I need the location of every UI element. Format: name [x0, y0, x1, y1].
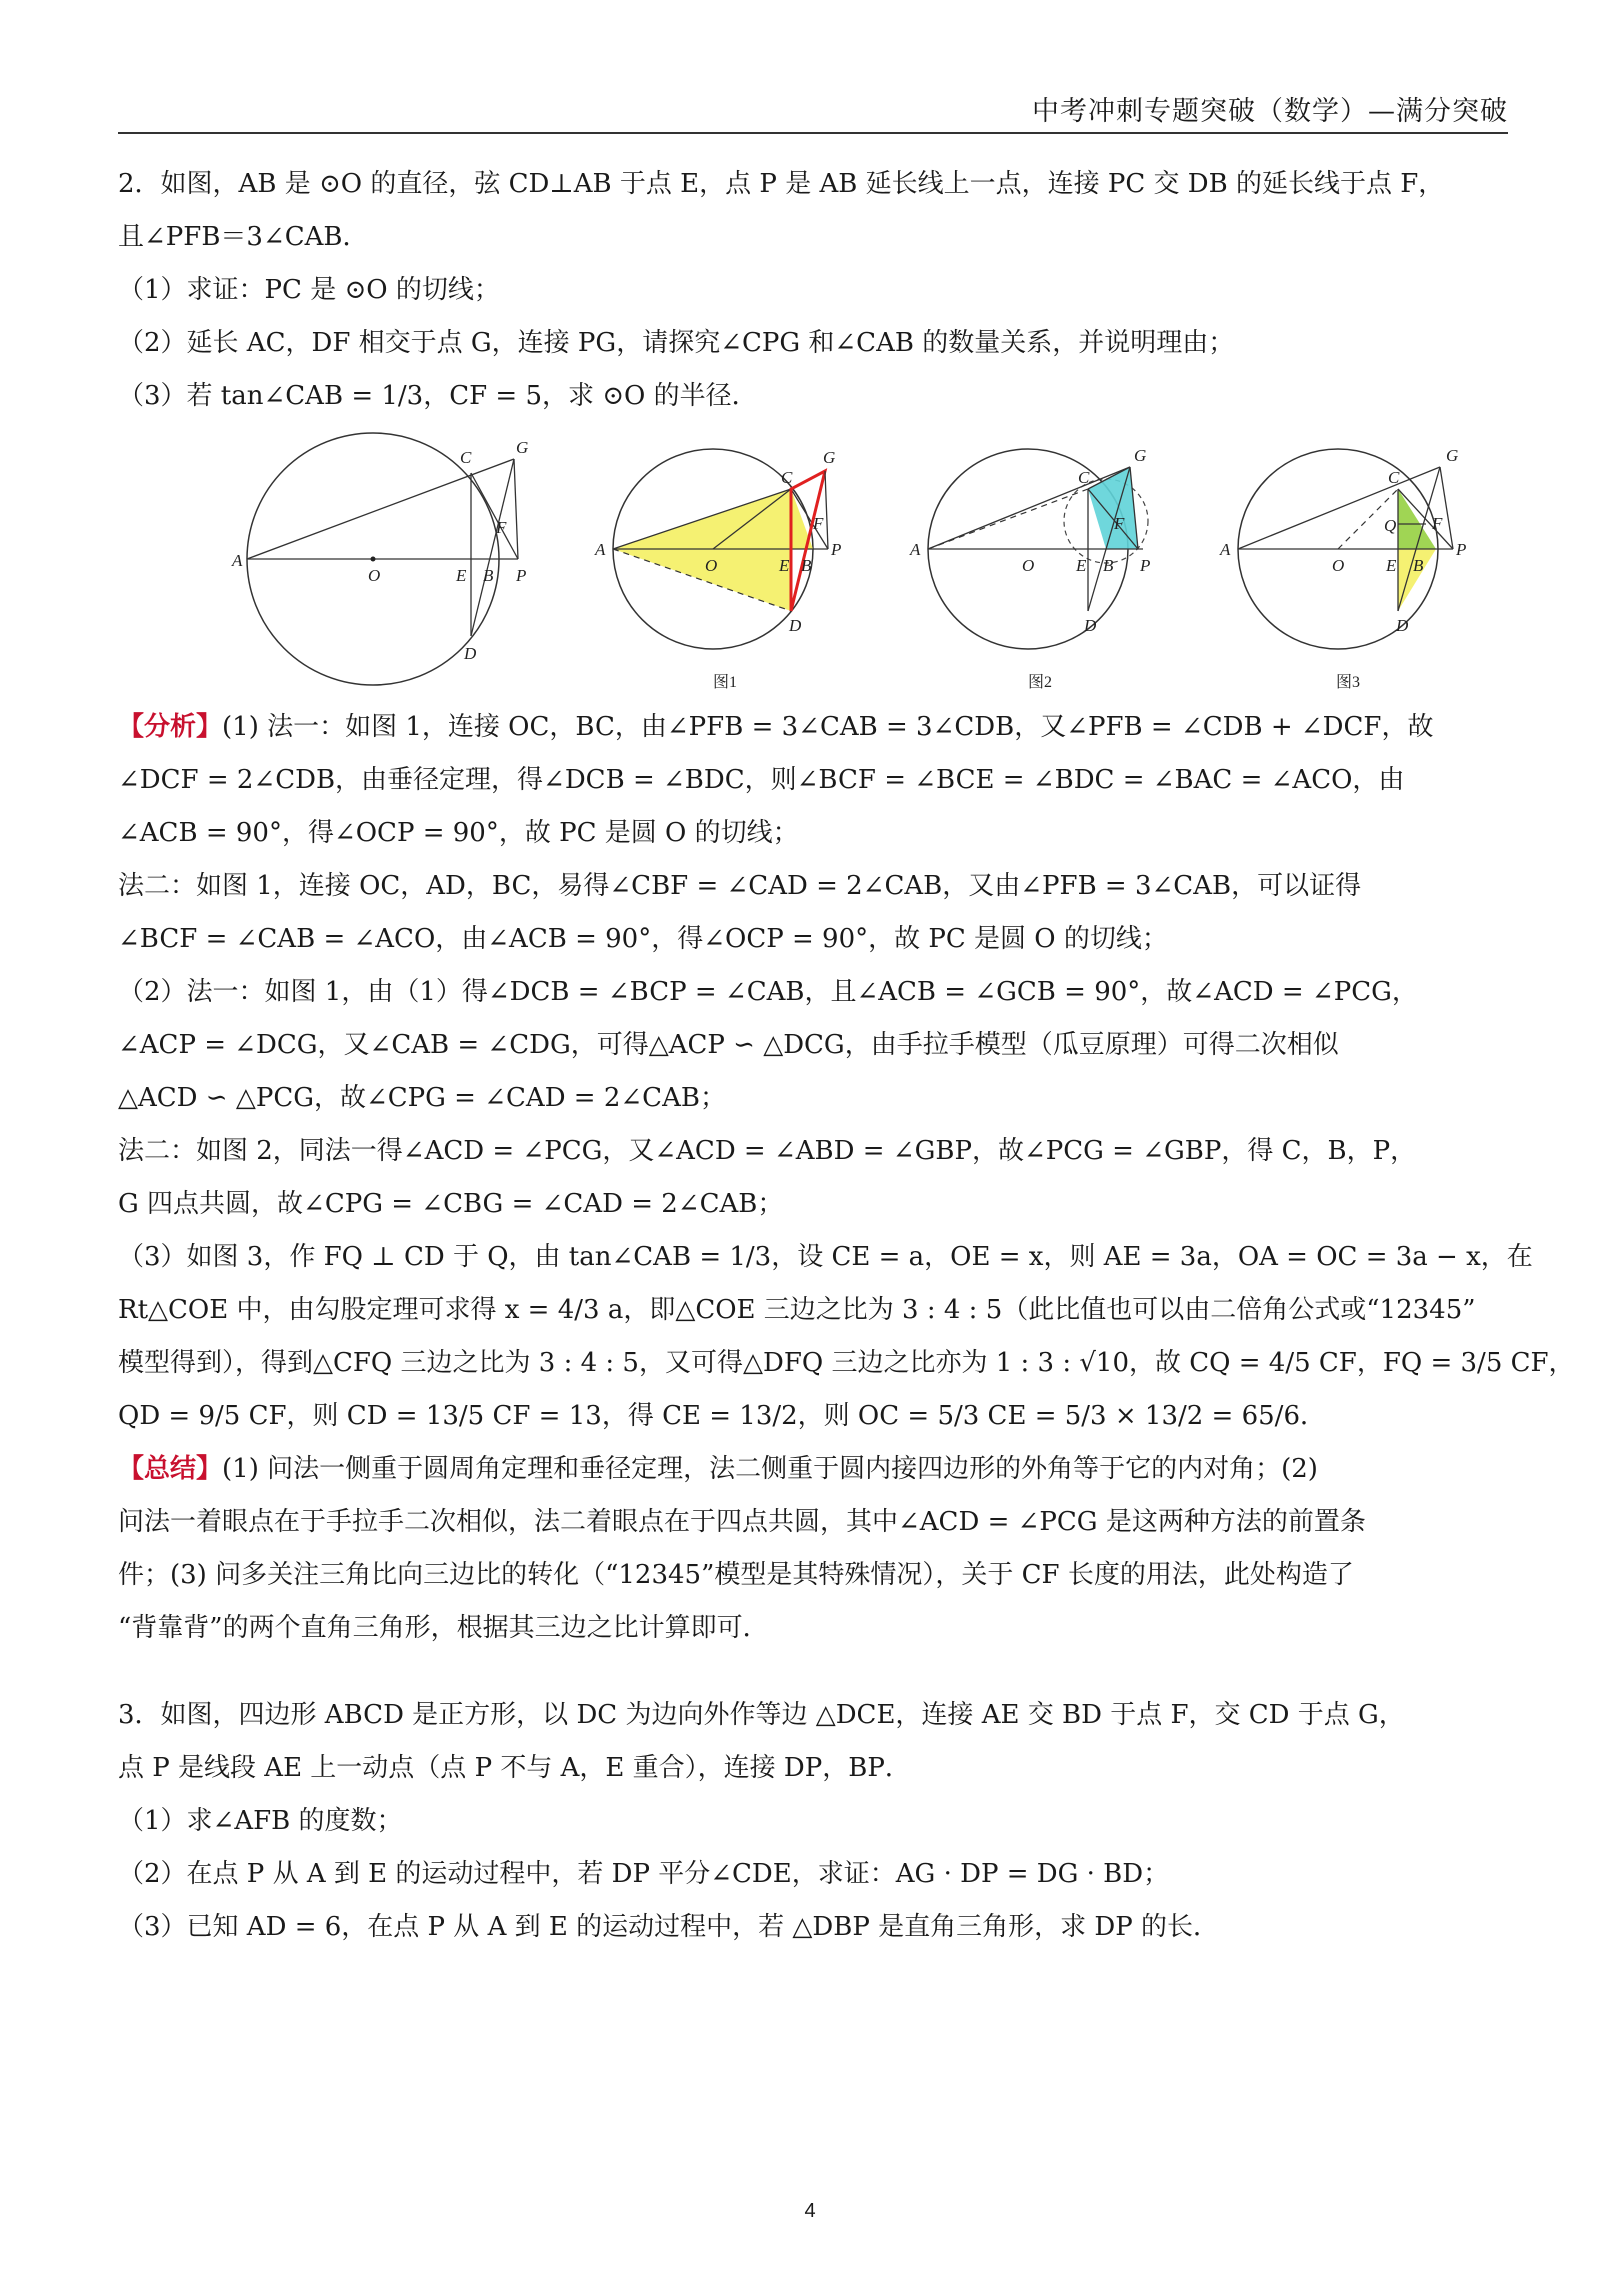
summary-section [118, 1443, 1508, 1655]
analysis-line: △ACD ∽ △PCG，故∠CPG = ∠CAD = 2∠CAB； [118, 1083, 726, 1113]
figure-3 [1208, 431, 1508, 696]
problem-3-line: 点 P 是线段 AE 上一动点（点 P 不与 A，E 重合），连接 DP，BP． [118, 1753, 911, 1783]
fig1-label-F: F [813, 514, 824, 533]
fig1-label-P: P [831, 540, 842, 559]
fig3-label-D: D [1396, 616, 1409, 635]
fig2-label-E: E [1076, 556, 1087, 575]
page-content [118, 158, 1575, 1954]
label-C: C [460, 448, 472, 467]
analysis-line: 模型得到），得到△CFQ 三边之比为 3 : 4 : 5，又可得△DFQ 三边之比亦为 1 : 3 : √10，故 CQ = 4/5 CF，FQ = 3/5 CF， [118, 1348, 1575, 1378]
label-G: G [516, 438, 529, 457]
problem-3-part-2: （2）在点 P 从 A 到 E 的运动过程中，若 DP 平分∠CDE，求证：AG · DP = DG · BD； [118, 1859, 1170, 1889]
fig3-label-E: E [1386, 556, 1397, 575]
fig3-label-A: A [1220, 540, 1231, 559]
label-B: B [483, 566, 494, 585]
fig1-label-C: C [781, 468, 793, 487]
analysis-line: ∠ACB = 90°，得∠OCP = 90°，故 PC 是圆 O 的切线； [118, 818, 799, 848]
analysis-line: 法二：如图 2，同法一得∠ACD = ∠PCG，又∠ACD = ∠ABD = ∠GBP，故∠PCG = ∠GBP，得 C，B，P， [118, 1136, 1417, 1166]
figure-row [118, 431, 1508, 701]
analysis-line-first: 【分析】(1) 法一：如图 1，连接 OC，BC，由∠PFB = 3∠CAB = 3∠CDB，又∠PFB = ∠CDB + ∠DCF，故 [118, 712, 1434, 742]
label-D: D [464, 644, 477, 663]
fig3-caption: 图3 [1336, 674, 1361, 691]
figure-main [228, 431, 548, 691]
summary-line-first: 【总结】(1) 问法一侧重于圆周角定理和垂径定理，法二侧重于圆内接四边形的外角等于它的内对角；(2) [118, 1454, 1318, 1484]
fig2-label-F: F [1114, 514, 1125, 533]
analysis-line: 法二：如图 1，连接 OC，AD，BC，易得∠CBF = ∠CAD = 2∠CAB，又由∠PFB = 3∠CAB，可以证得 [118, 871, 1362, 901]
fig1-label-A: A [595, 540, 606, 559]
problem-2-line: 2．如图，AB 是 ⊙O 的直径，弦 CD⊥AB 于点 E，点 P 是 AB 延长线上一点，连接 PC 交 DB 的延长线于点 F， [118, 169, 1445, 199]
fig2-label-O: O [1022, 556, 1035, 575]
fig1-caption: 图1 [713, 674, 738, 691]
page-header [118, 92, 1508, 134]
fig3-label-Q: Q [1384, 516, 1397, 535]
label-A: A [232, 551, 243, 570]
analysis-line: Rt△COE 中，由勾股定理可求得 x = 4/3 a，即△COE 三边之比为 3 : 4 : 5（此比值也可以由二倍角公式或“12345” [118, 1295, 1476, 1325]
analysis-tag: 【分析】 [118, 712, 223, 742]
fig2-caption: 图2 [1028, 674, 1053, 691]
fig3-label-O: O [1332, 556, 1345, 575]
problem-2-part-2: （2）延长 AC，DF 相交于点 G，连接 PG，请探究∠CPG 和∠CAB 的数量关系，并说明理由； [118, 328, 1235, 358]
problem-3-part-3: （3）已知 AD = 6，在点 P 从 A 到 E 的运动过程中，若 △DBP 是直角三角形，求 DP 的长． [118, 1912, 1219, 1942]
figure-1 [573, 431, 883, 696]
summary-line: 件；(3) 问多关注三角比向三边比的转化（“12345”模型是其特殊情况），关于 CF 长度的用法，此处构造了 [118, 1560, 1354, 1590]
fig1-label-D: D [789, 616, 802, 635]
page-number: 4 [804, 2200, 816, 2222]
analysis-line: ∠ACP = ∠DCG，又∠CAB = ∠CDG，可得△ACP ∽ △DCG，由手拉手模型（瓜豆原理）可得二次相似 [118, 1030, 1339, 1060]
analysis-line: （3）如图 3，作 FQ ⊥ CD 于 Q，由 tan∠CAB = 1/3，设 CE = a，OE = x，则 AE = 3a，OA = OC = 3a − x，在 [118, 1242, 1533, 1272]
figure-2 [898, 431, 1208, 696]
problem-3-part-1: （1）求∠AFB 的度数； [118, 1806, 403, 1836]
fig1-label-G: G [823, 448, 836, 467]
problem-2-part-1: （1）求证：PC 是 ⊙O 的切线； [118, 275, 500, 305]
analysis-line: ∠BCF = ∠CAB = ∠ACO，由∠ACB = 90°，得∠OCP = 90°，故 PC 是圆 O 的切线； [118, 924, 1168, 954]
problem-3 [118, 1689, 1508, 1954]
fig2-label-D: D [1084, 616, 1097, 635]
analysis-line: G 四点共圆，故∠CPG = ∠CBG = ∠CAD = 2∠CAB； [118, 1189, 784, 1219]
analysis-line: QD = 9/5 CF，则 CD = 13/5 CF = 13，得 CE = 13/2，则 OC = 5/3 CE = 5/3 × 13/2 = 65/6． [118, 1401, 1326, 1431]
fig2-label-C: C [1078, 468, 1090, 487]
label-O: O [368, 566, 381, 585]
problem-2 [118, 158, 1508, 423]
fig3-label-C: C [1388, 468, 1400, 487]
summary-tag: 【总结】 [118, 1454, 223, 1484]
summary-line: “背靠背”的两个直角三角形，根据其三边之比计算即可． [118, 1613, 769, 1643]
analysis-line: ∠DCF = 2∠CDB，由垂径定理，得∠DCB = ∠BDC，则∠BCF = ∠BCE = ∠BDC = ∠BAC = ∠ACO，由 [118, 765, 1405, 795]
label-E: E [456, 566, 467, 585]
fig1-label-O: O [705, 556, 718, 575]
fig1-label-E: E [779, 556, 790, 575]
summary-line: 问法一着眼点在于手拉手二次相似，法二着眼点在于四点共圆，其中∠ACD = ∠PCG 是这两种方法的前置条 [118, 1507, 1366, 1537]
problem-2-line: 且∠PFB＝3∠CAB． [118, 222, 369, 252]
problem-3-line: 3．如图，四边形 ABCD 是正方形，以 DC 为边向外作等边 △DCE，连接 AE 交 BD 于点 F，交 CD 于点 G， [118, 1700, 1405, 1730]
analysis-section [118, 701, 1575, 1443]
fig2-label-P: P [1140, 556, 1151, 575]
problem-2-part-3: （3）若 tan∠CAB = 1/3，CF = 5，求 ⊙O 的半径． [118, 381, 758, 411]
fig3-label-P: P [1456, 540, 1467, 559]
fig2-label-B: B [1103, 556, 1114, 575]
analysis-line: （2）法一：如图 1，由（1）得∠DCB = ∠BCP = ∠CAB，且∠ACB = ∠GCB = 90°，故∠ACD = ∠PCG， [118, 977, 1418, 1007]
fig3-label-F: F [1432, 514, 1443, 533]
fig1-label-B: B [801, 556, 812, 575]
fig2-label-A: A [910, 540, 921, 559]
fig2-label-G: G [1134, 446, 1147, 465]
fig3-label-G: G [1446, 446, 1459, 465]
label-F: F [496, 518, 507, 537]
fig3-label-B: B [1413, 556, 1424, 575]
header-title: 中考冲刺专题突破（数学）—满分突破 [1032, 96, 1508, 127]
label-P: P [516, 566, 527, 585]
